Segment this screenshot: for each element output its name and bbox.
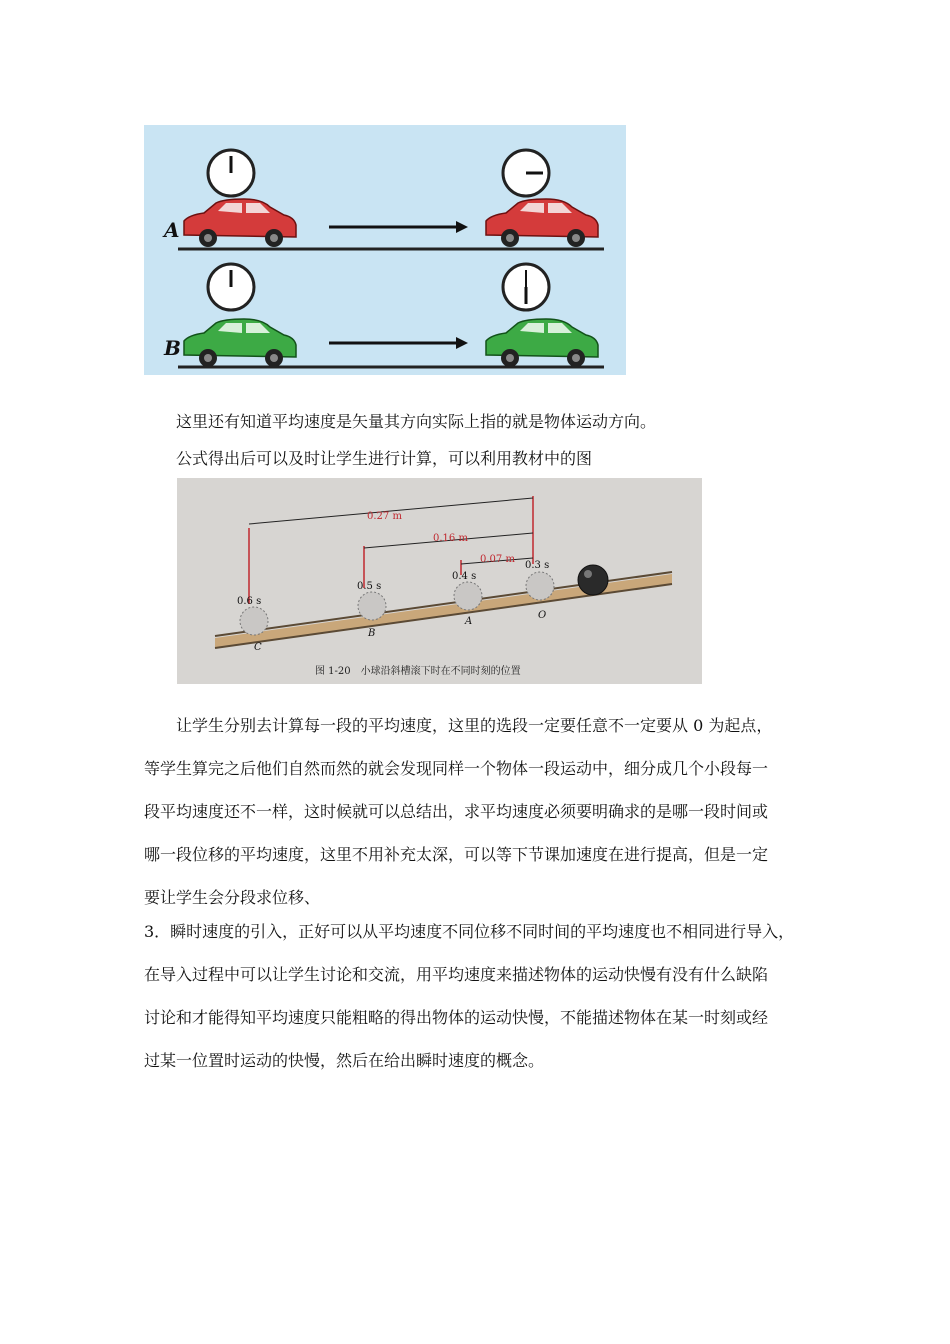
paragraph: 讨论和才能得知平均速度只能粗略的得出物体的运动快慢，不能描述物体在某一时刻或经 — [144, 1008, 769, 1027]
point-label: A — [465, 616, 473, 627]
ball-icon — [240, 607, 268, 635]
distance-label: 0.07 m — [480, 554, 515, 565]
red-car-icon — [184, 199, 296, 247]
incline-ball-figure — [177, 478, 702, 684]
clock-icon — [503, 150, 549, 196]
arrow-icon — [329, 221, 468, 233]
point-label: C — [254, 642, 262, 653]
cars-clock-figure — [144, 125, 626, 375]
ball-icon — [578, 565, 608, 595]
figure-caption: 图 1-20 小球沿斜槽滚下时在不同时刻的位置 — [315, 666, 521, 677]
clock-icon — [503, 264, 549, 310]
paragraph: 段平均速度还不一样，这时候就可以总结出，求平均速度必须要明确求的是哪一段时间或 — [144, 802, 769, 821]
point-label: B — [368, 628, 376, 639]
green-car-icon — [184, 319, 296, 367]
paragraph: 等学生算完之后他们自然而然的就会发现同样一个物体一段运动中，细分成几个小段每一 — [144, 759, 769, 778]
point-label: O — [538, 610, 547, 621]
ball-icon — [454, 582, 482, 610]
paragraph: 公式得出后可以及时让学生进行计算，可以利用教材中的图 — [176, 449, 593, 468]
time-label: 0.4 s — [452, 571, 477, 582]
paragraph: 在导入过程中可以让学生讨论和交流，用平均速度来描述物体的运动快慢有没有什么缺陷 — [144, 965, 769, 984]
distance-label: 0.27 m — [367, 511, 402, 522]
paragraph: 让学生分别去计算每一段的平均速度，这里的选段一定要任意不一定要从 0 为起点， — [176, 716, 773, 735]
time-label: 0.5 s — [357, 581, 382, 592]
arrow-icon — [329, 337, 468, 349]
time-label: 0.3 s — [525, 560, 550, 571]
paragraph: 过某一位置时运动的快慢，然后在给出瞬时速度的概念。 — [144, 1051, 545, 1070]
green-car-icon — [486, 319, 598, 367]
ball-icon — [358, 592, 386, 620]
red-car-icon — [486, 199, 598, 247]
time-label: 0.6 s — [237, 596, 262, 607]
car-label-a: A — [164, 218, 180, 242]
car-label-b: B — [164, 336, 181, 360]
distance-label: 0.16 m — [433, 533, 468, 544]
ball-icon — [526, 572, 554, 600]
paragraph: 要让学生会分段求位移、 — [144, 888, 321, 907]
clock-icon — [208, 150, 254, 196]
paragraph: 这里还有知道平均速度是矢量其方向实际上指的就是物体运动方向。 — [176, 412, 657, 431]
paragraph: 3．瞬时速度的引入，正好可以从平均速度不同位移不同时间的平均速度也不相同进行导入， — [144, 922, 795, 941]
clock-icon — [208, 264, 254, 310]
paragraph: 哪一段位移的平均速度，这里不用补充太深，可以等下节课加速度在进行提高，但是一定 — [144, 845, 769, 864]
